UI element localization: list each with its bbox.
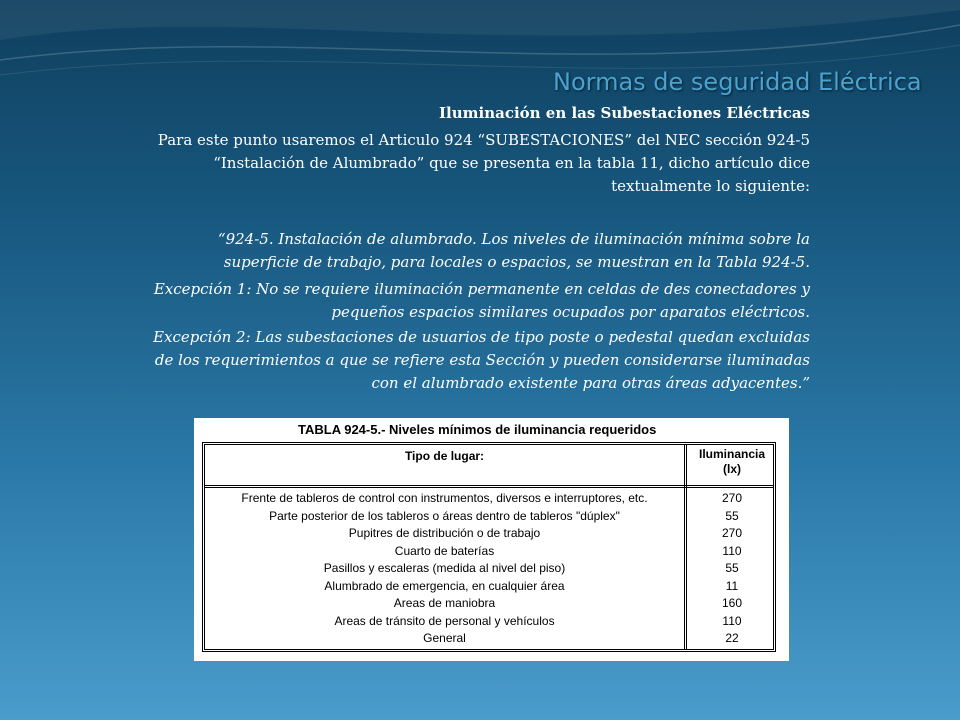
- table-row: [205, 525, 773, 543]
- illuminance-table: [194, 418, 789, 661]
- table-cell-place: Pupitres de distribución o de trabajo: [348, 526, 541, 540]
- table-row: [205, 543, 773, 561]
- table-cell-value: 270: [721, 526, 743, 540]
- table-cell-value: 22: [725, 631, 739, 645]
- quote-paragraph-1: “924-5. Instalación de alumbrado. Los niveles de iluminación mínima sobre la superficie de trabajo, para locales o espacios, se muestran en la Tabla 924-5.: [217, 230, 810, 271]
- table-cell-value: 11: [725, 578, 739, 593]
- table-cell-value: 110: [722, 613, 742, 628]
- table-header-value-line-2: (lx): [723, 462, 741, 476]
- table-header-value-line-1: Iluminancia: [698, 447, 766, 461]
- table-row: [205, 490, 773, 508]
- table-cell-value: 110: [722, 543, 742, 558]
- table-header-divider: [205, 485, 773, 488]
- table-cell-value: 55: [725, 561, 739, 575]
- table-cell-place: General: [423, 631, 466, 645]
- table-title: TABLA 924-5.- Niveles mínimos de iluminancia requeridos: [298, 422, 657, 437]
- quote-paragraph-2: Excepción 1: No se requiere iluminación permanente en celdas de des conectadores y pequeños espacios similares ocupados por aparatos eléctricos.: [153, 280, 810, 321]
- table-header-place: Tipo de lugar:: [404, 449, 485, 463]
- table-row: [205, 578, 773, 596]
- table-row: [205, 508, 773, 526]
- table-cell-place: Cuarto de baterías: [394, 543, 495, 558]
- slide-subtitle: Iluminación en las Subestaciones Eléctricas: [439, 104, 810, 122]
- table-body: [205, 490, 773, 648]
- table-header-value: [687, 447, 777, 477]
- table-row: [205, 613, 773, 631]
- intro-paragraph: Para este punto usaremos el Articulo 924 “SUBESTACIONES” del NEC sección 924-5 “Instalación de Alumbrado” que se presenta en la tabla 11, dicho artículo dice textualmente lo siguiente:: [157, 131, 810, 195]
- table-cell-value: 160: [721, 596, 743, 610]
- table-cell-value: 270: [721, 491, 743, 505]
- table-cell-place: Alumbrado de emergencia, en cualquier área: [324, 578, 565, 593]
- table-cell-place: Areas de maniobra: [393, 596, 496, 610]
- table-cell-place: Pasillos y escaleras (medida al nivel del piso): [323, 561, 566, 575]
- table-row: [205, 630, 773, 648]
- table-row: [205, 595, 773, 613]
- slide-title: Normas de seguridad Eléctrica: [553, 68, 922, 96]
- table-cell-value: 55: [725, 508, 739, 523]
- table-frame: [202, 442, 776, 652]
- table-cell-place: Frente de tableros de control con instrumentos, diversos e interruptores, etc.: [241, 491, 648, 505]
- table-cell-place: Parte posterior de los tableros o áreas dentro de tableros "dúplex": [269, 508, 620, 523]
- table-cell-place: Areas de tránsito de personal y vehículos: [334, 613, 555, 628]
- table-row: [205, 560, 773, 578]
- quote-paragraph-3: Excepción 2: Las subestaciones de usuarios de tipo poste o pedestal quedan excluidas de los requerimientos a que se refiere esta Sección y pueden considerarse iluminadas con el alumbrado existente para otras áreas adyacentes.”: [153, 328, 810, 392]
